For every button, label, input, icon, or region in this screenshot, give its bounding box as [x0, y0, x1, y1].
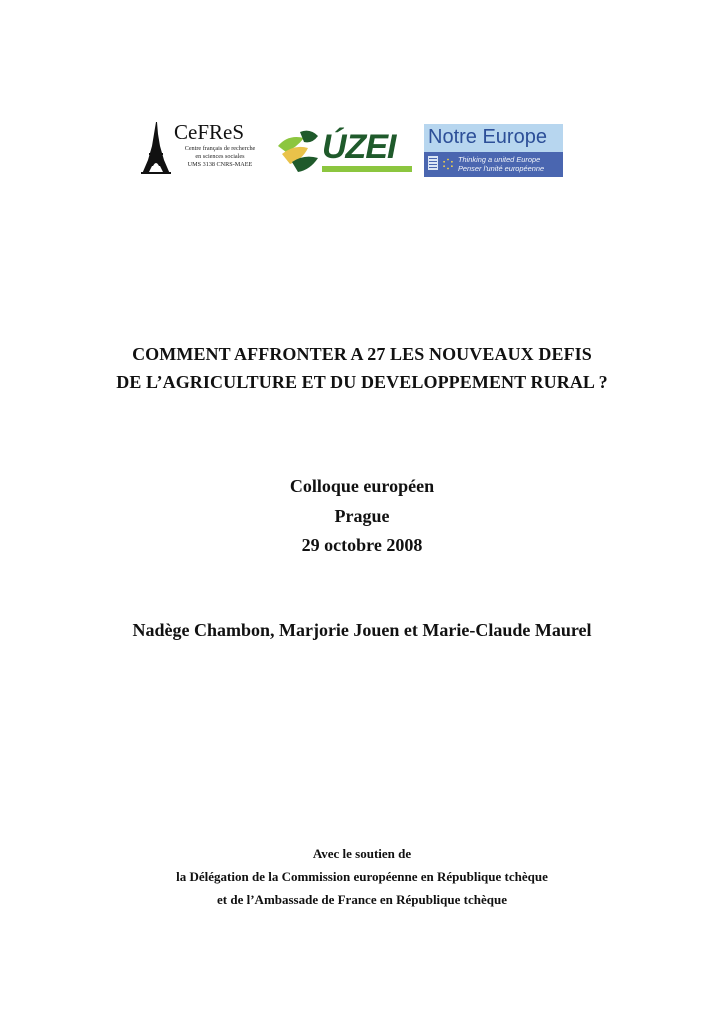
notre-europe-tagline: [458, 155, 544, 173]
title-line-1: COMMENT AFFRONTER A 27 LES NOUVEAUX DEFIS: [132, 344, 592, 364]
cefres-logo: [140, 120, 264, 176]
eu-stars-icon: [442, 158, 454, 170]
notre-europe-name: Notre Europe: [428, 126, 547, 148]
notre-europe-tagline-line: Thinking a united Europe: [458, 155, 541, 164]
uzei-logo: [274, 124, 412, 174]
support-line-1: la Délégation de la Commission européenne en République tchèque: [176, 869, 548, 884]
notre-europe-tagline-line: Penser l'unité européenne: [458, 164, 545, 173]
cefres-subtitle-line: UMS 3138 CNRS-MAEE: [187, 161, 253, 168]
uzei-underline: [322, 166, 412, 172]
cefres-subtitle-line: en sciences sociales: [195, 153, 245, 160]
title-line-2: DE L’AGRICULTURE ET DU DEVELOPPEMENT RURAL ?: [116, 372, 608, 392]
event-name: Colloque européen: [289, 476, 435, 496]
cefres-subtitle: [174, 145, 266, 169]
authors: Nadège Chambon, Marjorie Jouen et Marie-Claude Maurel: [132, 620, 592, 640]
notre-europe-band: [424, 152, 563, 177]
event-city: Prague: [334, 506, 390, 526]
event-date: 29 octobre 2008: [301, 535, 423, 555]
cefres-subtitle-line: Centre français de recherche: [184, 145, 256, 152]
notre-europe-logo: [424, 124, 563, 177]
document-icon: [428, 156, 438, 170]
uzei-name: ÚZEI: [322, 128, 396, 166]
support-intro: Avec le soutien de: [312, 846, 412, 861]
uzei-leaf-icon: [274, 124, 322, 174]
support-line-2: et de l’Ambassade de France en République tchèque: [217, 892, 507, 907]
eiffel-tower-icon: [140, 120, 172, 176]
cefres-name: CeFReS: [174, 120, 245, 144]
